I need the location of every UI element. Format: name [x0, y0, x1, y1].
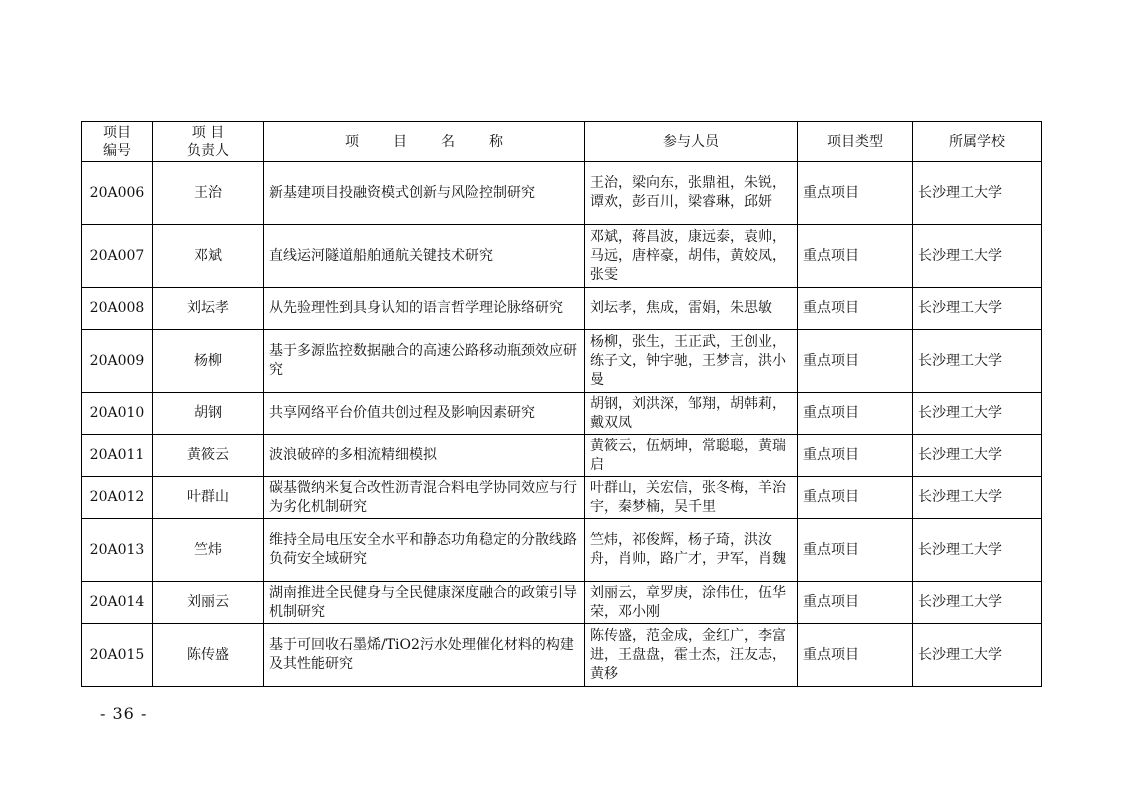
cell-code: 20A010 [82, 393, 153, 435]
cell-school: 长沙理工大学 [913, 330, 1042, 393]
cell-type: 重点项目 [798, 624, 913, 687]
header-name-char: 名 [441, 133, 455, 150]
cell-type: 重点项目 [798, 582, 913, 624]
cell-code: 20A006 [82, 162, 153, 225]
cell-members: 黄筱云，伍炳坤，常聪聪，黄瑞启 [585, 435, 798, 477]
cell-school: 长沙理工大学 [913, 393, 1042, 435]
cell-lead: 刘丽云 [153, 582, 264, 624]
cell-code: 20A009 [82, 330, 153, 393]
cell-code: 20A012 [82, 477, 153, 519]
cell-members: 胡钢，刘洪深，邹翔，胡韩莉，戴双凤 [585, 393, 798, 435]
cell-project-name: 湖南推进全民健身与全民健康深度融合的政策引导机制研究 [264, 582, 585, 624]
cell-lead: 叶群山 [153, 477, 264, 519]
header-name-char: 项 [345, 133, 359, 150]
table-row [82, 582, 1042, 624]
cell-lead: 陈传盛 [153, 624, 264, 687]
cell-project-name: 波浪破碎的多相流精细模拟 [264, 435, 585, 477]
header-code [82, 122, 153, 162]
cell-members: 刘坛孝，焦成，雷娟，朱思敏 [585, 288, 798, 330]
table-row [82, 435, 1042, 477]
cell-school: 长沙理工大学 [913, 519, 1042, 582]
table-row [82, 393, 1042, 435]
cell-type: 重点项目 [798, 288, 913, 330]
cell-members: 叶群山，关宏信，张冬梅，羊治宇，秦梦楠，吴千里 [585, 477, 798, 519]
header-lead-line1: 项 目 [191, 124, 225, 141]
cell-members: 竺炜，祁俊辉，杨子琦，洪汝舟，肖帅，路广才，尹军，肖魏 [585, 519, 798, 582]
cell-code: 20A015 [82, 624, 153, 687]
cell-school: 长沙理工大学 [913, 162, 1042, 225]
table-row [82, 162, 1042, 225]
cell-lead: 竺炜 [153, 519, 264, 582]
cell-code: 20A013 [82, 519, 153, 582]
table-row [82, 330, 1042, 393]
cell-project-name: 共享网络平台价值共创过程及影响因素研究 [264, 393, 585, 435]
cell-type: 重点项目 [798, 393, 913, 435]
cell-project-name: 碳基微纳米复合改性沥青混合料电学协同效应与行为劣化机制研究 [264, 477, 585, 519]
cell-school: 长沙理工大学 [913, 288, 1042, 330]
cell-type: 重点项目 [798, 225, 913, 288]
cell-lead: 邓斌 [153, 225, 264, 288]
table-row [82, 288, 1042, 330]
header-code-line1: 项目 [103, 124, 131, 141]
table-row [82, 225, 1042, 288]
cell-type: 重点项目 [798, 519, 913, 582]
cell-members: 王治，梁向东，张鼎祖，朱锐，谭欢，彭百川，梁睿琳，邱妍 [585, 162, 798, 225]
header-row [82, 122, 1042, 162]
header-members: 参与人员 [585, 122, 798, 162]
cell-school: 长沙理工大学 [913, 582, 1042, 624]
cell-lead: 杨柳 [153, 330, 264, 393]
cell-project-name: 从先验理性到具身认知的语言哲学理论脉络研究 [264, 288, 585, 330]
header-lead [153, 122, 264, 162]
cell-members: 刘丽云，章罗庚，涂伟仕，伍华荣，邓小刚 [585, 582, 798, 624]
cell-code: 20A011 [82, 435, 153, 477]
cell-school: 长沙理工大学 [913, 225, 1042, 288]
cell-lead: 王治 [153, 162, 264, 225]
cell-type: 重点项目 [798, 435, 913, 477]
cell-project-name: 维持全局电压安全水平和静态功角稳定的分散线路负荷安全域研究 [264, 519, 585, 582]
header-lead-line2: 负责人 [187, 142, 229, 159]
table-row [82, 624, 1042, 687]
cell-school: 长沙理工大学 [913, 477, 1042, 519]
header-type: 项目类型 [798, 122, 913, 162]
cell-project-name: 新基建项目投融资模式创新与风险控制研究 [264, 162, 585, 225]
header-code-line2: 编号 [103, 142, 131, 159]
cell-members: 杨柳，张生，王正武，王创业，练子文，钟宇驰，王梦言，洪小曼 [585, 330, 798, 393]
cell-lead: 刘坛孝 [153, 288, 264, 330]
cell-school: 长沙理工大学 [913, 624, 1042, 687]
cell-code: 20A014 [82, 582, 153, 624]
cell-members: 陈传盛，范金成，金红广，李富进，王盘盘，霍士杰，汪友志，黄移 [585, 624, 798, 687]
header-name-char: 目 [393, 133, 407, 150]
cell-project-name: 基于可回收石墨烯/TiO2污水处理催化材料的构建及其性能研究 [264, 624, 585, 687]
cell-lead: 胡钢 [153, 393, 264, 435]
table-row [82, 477, 1042, 519]
project-table [81, 121, 1042, 687]
table-row [82, 519, 1042, 582]
cell-lead: 黄筱云 [153, 435, 264, 477]
cell-code: 20A007 [82, 225, 153, 288]
header-name-char: 称 [489, 133, 503, 150]
cell-school: 长沙理工大学 [913, 435, 1042, 477]
cell-project-name: 基于多源监控数据融合的高速公路移动瓶颈效应研究 [264, 330, 585, 393]
cell-code: 20A008 [82, 288, 153, 330]
page-number: - 36 - [100, 704, 148, 723]
cell-type: 重点项目 [798, 477, 913, 519]
cell-project-name: 直线运河隧道船舶通航关键技术研究 [264, 225, 585, 288]
header-school: 所属学校 [913, 122, 1042, 162]
cell-type: 重点项目 [798, 330, 913, 393]
table-body [82, 162, 1042, 687]
header-project-name [264, 122, 585, 162]
cell-members: 邓斌，蒋昌波，康远泰，袁帅，马远，唐梓豪，胡伟，黄姣凤，张雯 [585, 225, 798, 288]
cell-type: 重点项目 [798, 162, 913, 225]
